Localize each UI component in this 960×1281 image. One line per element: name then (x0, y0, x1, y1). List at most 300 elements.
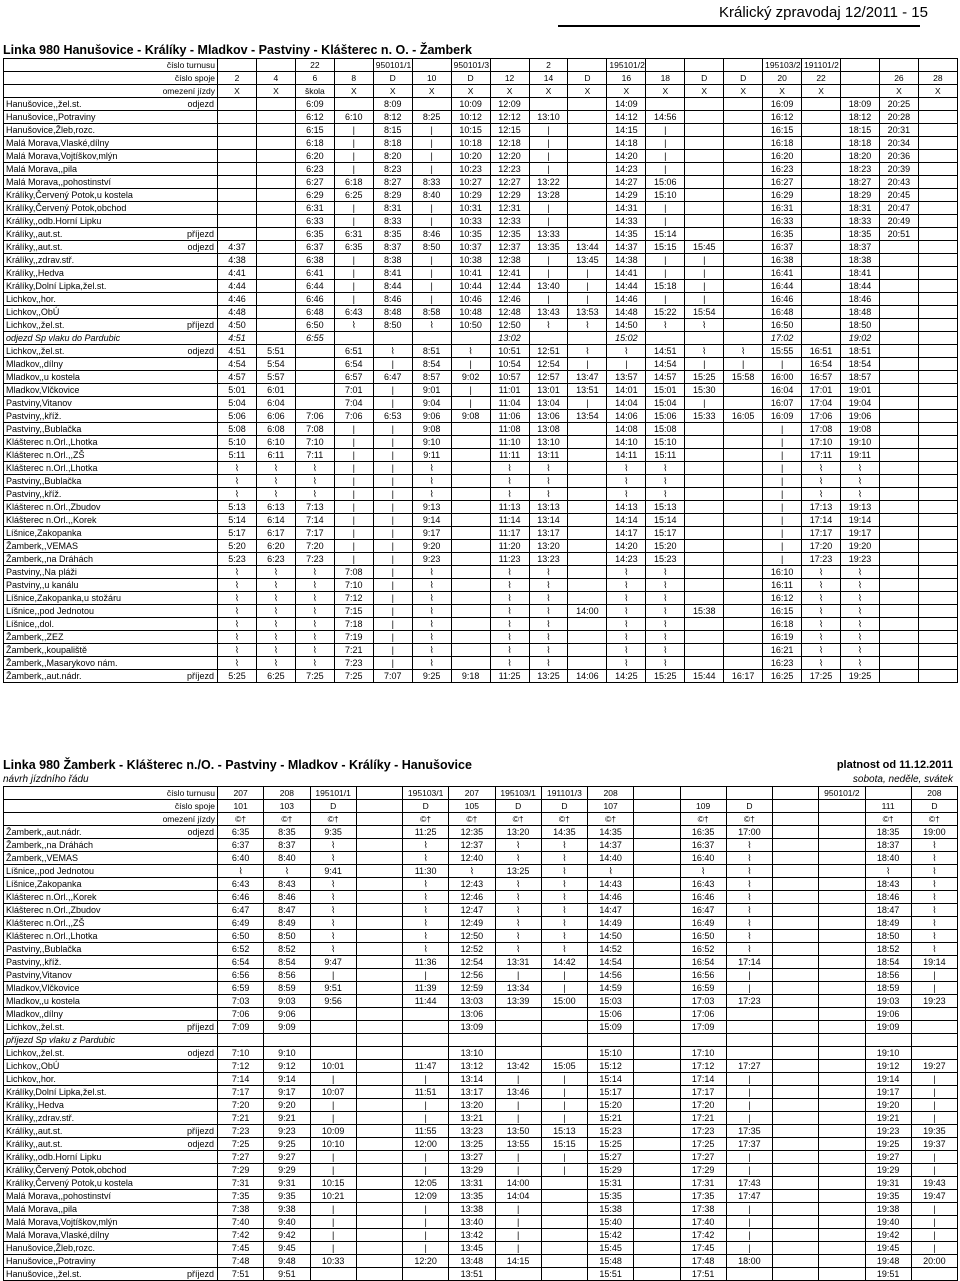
stop-mark (174, 501, 218, 514)
header-cell: 208 (264, 787, 310, 800)
time-cell: 6:12 (295, 111, 334, 124)
stop-name: Malá Morava,,pohostinství (4, 176, 174, 189)
header-cell: ©† (541, 813, 587, 826)
header-cell: 195101/1 (310, 787, 356, 800)
header-label: číslo turnusu (4, 59, 218, 72)
time-cell: 12:46 (490, 293, 529, 306)
header-cell: 103 (264, 800, 310, 813)
time-cell: 16:25 (763, 670, 802, 683)
time-cell: | (403, 1099, 449, 1112)
stop-name: Klášterec n.Orl.,Zbudov (4, 501, 174, 514)
time-cell: 7:31 (218, 1177, 264, 1190)
stop-mark (174, 267, 218, 280)
time-cell: | (911, 1086, 957, 1099)
time-cell: | (529, 254, 568, 267)
time-cell (356, 1008, 402, 1021)
time-cell: 8:49 (264, 917, 310, 930)
time-cell: | (529, 137, 568, 150)
time-cell: 7:06 (218, 1008, 264, 1021)
time-cell: 16:37 (763, 241, 802, 254)
time-cell: | (911, 1151, 957, 1164)
table-row (4, 449, 958, 462)
time-cell: 13:46 (495, 1086, 541, 1099)
time-cell: 19:51 (865, 1268, 911, 1281)
time-cell: 7:08 (295, 423, 334, 436)
stop-mark (174, 1086, 218, 1099)
time-cell (256, 332, 295, 345)
time-cell (918, 670, 957, 683)
time-cell: 14:20 (607, 540, 646, 553)
time-cell (256, 319, 295, 332)
table-row (4, 150, 958, 163)
table-row (4, 1151, 958, 1164)
time-cell: 18:48 (841, 306, 880, 319)
time-cell: 14:15 (607, 124, 646, 137)
time-cell: 15:00 (541, 995, 587, 1008)
time-cell: 19:35 (865, 1190, 911, 1203)
time-cell (773, 1138, 819, 1151)
time-cell: 8:23 (373, 163, 412, 176)
time-cell: | (911, 1229, 957, 1242)
stop-name: Pastviny,Vitanov (4, 397, 174, 410)
time-cell: | (412, 267, 451, 280)
time-cell: 5:04 (218, 397, 257, 410)
time-cell: 16:23 (763, 163, 802, 176)
time-cell (356, 1151, 402, 1164)
time-cell: ⌇ (841, 605, 880, 618)
time-cell (918, 189, 957, 202)
stop-mark (174, 566, 218, 579)
time-cell (412, 98, 451, 111)
time-cell: 10:41 (451, 267, 490, 280)
time-cell (541, 1190, 587, 1203)
time-cell: 15:10 (588, 1047, 634, 1060)
time-cell: 6:47 (373, 371, 412, 384)
stop-name: Pastviny,,kříž. (4, 956, 174, 969)
time-cell: ⌇ (218, 631, 257, 644)
time-cell (310, 1034, 356, 1047)
stop-name: Malá Morava,Vlaské,dílny (4, 1229, 174, 1242)
time-cell: 12:15 (490, 124, 529, 137)
time-cell (911, 1047, 957, 1060)
time-cell (218, 98, 257, 111)
time-cell: 7:45 (218, 1242, 264, 1255)
time-cell: | (403, 1151, 449, 1164)
time-cell: 9:06 (264, 1008, 310, 1021)
time-cell (634, 1164, 680, 1177)
time-cell: | (334, 163, 373, 176)
table-row (4, 501, 958, 514)
time-cell: ⌇ (256, 579, 295, 592)
time-cell: | (726, 1073, 772, 1086)
time-cell (802, 241, 841, 254)
time-cell: 4:50 (218, 319, 257, 332)
time-cell: 15:11 (646, 449, 685, 462)
time-cell (356, 943, 402, 956)
time-cell: 9:48 (264, 1255, 310, 1268)
time-cell (451, 566, 490, 579)
time-cell (451, 644, 490, 657)
time-cell: ⌇ (310, 839, 356, 852)
time-cell (773, 839, 819, 852)
time-cell: | (412, 254, 451, 267)
time-cell: 4:38 (218, 254, 257, 267)
time-cell (634, 1034, 680, 1047)
time-cell: | (310, 1229, 356, 1242)
time-cell: 8:50 (264, 930, 310, 943)
time-cell (451, 540, 490, 553)
time-cell: 19:20 (841, 540, 880, 553)
table-row (4, 618, 958, 631)
time-cell: | (412, 293, 451, 306)
stop-mark (174, 943, 218, 956)
time-cell: 12:09 (490, 98, 529, 111)
time-cell: 17:35 (726, 1125, 772, 1138)
time-cell (819, 1099, 865, 1112)
time-cell: 15:22 (646, 306, 685, 319)
time-cell: 7:23 (334, 657, 373, 670)
table-row (4, 1060, 958, 1073)
time-cell: 13:03 (449, 995, 495, 1008)
timetable-1-title: Linka 980 Hanušovice - Králíky - Mladkov - Pastviny - Klášterec n. O. - Žamberk (3, 43, 472, 57)
time-cell: ⌇ (911, 891, 957, 904)
time-cell: 12:41 (490, 267, 529, 280)
time-cell: 8:54 (264, 956, 310, 969)
time-cell: 4:37 (218, 241, 257, 254)
time-cell (802, 280, 841, 293)
time-cell: | (726, 969, 772, 982)
time-cell: 17:47 (726, 1190, 772, 1203)
header-cell: 950101/1 (373, 59, 412, 72)
time-cell: ⌇ (726, 839, 772, 852)
time-cell (879, 553, 918, 566)
time-cell (879, 579, 918, 592)
time-cell: 13:51 (568, 384, 607, 397)
time-cell: 11:20 (490, 540, 529, 553)
time-cell: ⌇ (218, 579, 257, 592)
time-cell: 8:35 (264, 826, 310, 839)
stop-mark (174, 956, 218, 969)
time-cell (685, 501, 724, 514)
stop-mark (174, 189, 218, 202)
time-cell: 8:46 (264, 891, 310, 904)
stop-name: Lichkov,,žel.st. (4, 345, 174, 358)
header-cell: ©† (680, 813, 726, 826)
time-cell: 17:51 (680, 1268, 726, 1281)
time-cell: 13:33 (529, 228, 568, 241)
time-cell (773, 1177, 819, 1190)
stop-mark (174, 293, 218, 306)
time-cell: 13:48 (449, 1255, 495, 1268)
time-cell: ⌇ (529, 592, 568, 605)
time-cell: 13:35 (529, 241, 568, 254)
time-cell (819, 891, 865, 904)
time-cell (685, 202, 724, 215)
time-cell (403, 1034, 449, 1047)
time-cell: 13:02 (490, 332, 529, 345)
time-cell: 15:06 (588, 1008, 634, 1021)
time-cell: | (373, 657, 412, 670)
time-cell (568, 566, 607, 579)
time-cell: ⌇ (495, 930, 541, 943)
time-cell (879, 527, 918, 540)
time-cell: 10:51 (490, 345, 529, 358)
table-row (4, 1099, 958, 1112)
time-cell: 17:38 (680, 1203, 726, 1216)
header-cell (218, 59, 257, 72)
time-cell: 13:50 (495, 1125, 541, 1138)
time-cell: ⌇ (218, 566, 257, 579)
time-cell: 15:25 (685, 371, 724, 384)
time-cell: 14:17 (607, 527, 646, 540)
time-cell: | (646, 124, 685, 137)
time-cell: | (412, 202, 451, 215)
time-cell (356, 826, 402, 839)
time-cell (773, 1268, 819, 1281)
time-cell (918, 410, 957, 423)
time-cell: | (412, 215, 451, 228)
time-cell: ⌇ (490, 592, 529, 605)
time-cell (918, 488, 957, 501)
time-cell: 10:29 (451, 189, 490, 202)
time-cell: ⌇ (218, 475, 257, 488)
time-cell: 10:18 (451, 137, 490, 150)
stop-mark (174, 839, 218, 852)
time-cell: 17:06 (680, 1008, 726, 1021)
time-cell: ⌇ (726, 904, 772, 917)
time-cell: 17:17 (802, 527, 841, 540)
time-cell: 12:35 (490, 228, 529, 241)
time-cell (685, 475, 724, 488)
time-cell (256, 267, 295, 280)
time-cell: 9:27 (264, 1151, 310, 1164)
time-cell: 19:14 (911, 956, 957, 969)
time-cell: 7:19 (334, 631, 373, 644)
time-cell (918, 553, 957, 566)
time-cell: 20:43 (879, 176, 918, 189)
stop-mark (174, 306, 218, 319)
time-cell: ⌇ (911, 917, 957, 930)
time-cell: 4:57 (218, 371, 257, 384)
spoj-row (4, 800, 958, 813)
header-cell: D (724, 72, 763, 85)
time-cell: 14:59 (588, 982, 634, 995)
time-cell: 9:38 (264, 1203, 310, 1216)
time-cell (685, 98, 724, 111)
time-cell: ⌇ (310, 891, 356, 904)
time-cell: ⌇ (841, 657, 880, 670)
time-cell: 17:12 (680, 1060, 726, 1073)
time-cell (685, 553, 724, 566)
time-cell (403, 1021, 449, 1034)
time-cell (568, 644, 607, 657)
time-cell: 13:23 (449, 1125, 495, 1138)
table-row (4, 1177, 958, 1190)
time-cell (568, 111, 607, 124)
time-cell: | (373, 644, 412, 657)
time-cell: 6:06 (256, 410, 295, 423)
time-cell: 6:37 (218, 839, 264, 852)
time-cell (495, 1008, 541, 1021)
time-cell: 14:43 (588, 878, 634, 891)
time-cell (773, 852, 819, 865)
stop-name: Líšnice,Zakopanka (4, 878, 174, 891)
time-cell: 16:07 (763, 397, 802, 410)
stop-name: Hanušovice,Žleb,rozc. (4, 124, 174, 137)
time-cell: ⌇ (726, 865, 772, 878)
time-cell (773, 1151, 819, 1164)
time-cell: 14:25 (607, 670, 646, 683)
time-cell: 6:20 (256, 540, 295, 553)
time-cell: 10:46 (451, 293, 490, 306)
time-cell: | (373, 592, 412, 605)
time-cell: ⌇ (646, 605, 685, 618)
time-cell: 19:09 (865, 1021, 911, 1034)
time-cell: 13:25 (529, 670, 568, 683)
time-cell (256, 111, 295, 124)
time-cell: 6:25 (334, 189, 373, 202)
time-cell: | (529, 293, 568, 306)
time-cell (310, 1268, 356, 1281)
time-cell: 14:47 (588, 904, 634, 917)
stop-name: Mladkov,,dílny (4, 1008, 174, 1021)
time-cell (918, 267, 957, 280)
time-cell (879, 514, 918, 527)
header-cell (490, 59, 529, 72)
time-cell: 7:01 (334, 384, 373, 397)
time-cell: 6:59 (218, 982, 264, 995)
time-cell (568, 228, 607, 241)
time-cell (356, 1034, 402, 1047)
header-cell: 195103/1 (403, 787, 449, 800)
time-cell: 9:01 (412, 384, 451, 397)
time-cell: 16:10 (763, 566, 802, 579)
time-cell: 14:12 (607, 111, 646, 124)
time-cell (879, 644, 918, 657)
time-cell: 8:31 (373, 202, 412, 215)
time-cell: ⌇ (607, 631, 646, 644)
time-cell (724, 267, 763, 280)
time-cell: 14:52 (588, 943, 634, 956)
time-cell (724, 241, 763, 254)
timetable-1 (3, 58, 958, 683)
table-row (4, 514, 958, 527)
stop-name: Malá Morava,Vojtíškov,mlýn (4, 1216, 174, 1229)
time-cell: | (495, 1229, 541, 1242)
stop-name: Králíky,,zdrav.stř. (4, 1112, 174, 1125)
header-cell (865, 787, 911, 800)
stop-name: Žamberk,,na Dráhách (4, 839, 174, 852)
time-cell: | (726, 1216, 772, 1229)
time-cell: 8:58 (412, 306, 451, 319)
time-cell: 18:43 (865, 878, 911, 891)
stop-mark (174, 982, 218, 995)
time-cell (356, 1099, 402, 1112)
time-cell (218, 111, 257, 124)
time-cell: ⌇ (802, 657, 841, 670)
time-cell: 16:18 (763, 137, 802, 150)
stop-name: odjezd Sp vlaku do Pardubic (4, 332, 174, 345)
time-cell: ⌇ (646, 618, 685, 631)
time-cell (356, 982, 402, 995)
time-cell (724, 605, 763, 618)
time-cell: 12:59 (449, 982, 495, 995)
time-cell: 13:35 (449, 1190, 495, 1203)
time-cell: 15:38 (588, 1203, 634, 1216)
time-cell: 18:00 (726, 1255, 772, 1268)
time-cell (218, 176, 257, 189)
time-cell: 19:08 (841, 423, 880, 436)
time-cell (802, 215, 841, 228)
time-cell: | (334, 202, 373, 215)
time-cell (218, 150, 257, 163)
time-cell (634, 826, 680, 839)
time-cell: 16:54 (802, 358, 841, 371)
time-cell: ⌇ (646, 319, 685, 332)
time-cell: 18:15 (841, 124, 880, 137)
time-cell: 12:27 (490, 176, 529, 189)
stop-name: Pastviny,,kříž. (4, 410, 174, 423)
time-cell (879, 241, 918, 254)
time-cell: 19:20 (865, 1099, 911, 1112)
time-cell: 14:04 (495, 1190, 541, 1203)
time-cell: 11:08 (490, 423, 529, 436)
time-cell: 15:58 (724, 371, 763, 384)
stop-mark: odjezd (174, 826, 218, 839)
time-cell (685, 423, 724, 436)
time-cell (356, 839, 402, 852)
time-cell: 8:50 (412, 241, 451, 254)
header-cell: X (685, 85, 724, 98)
time-cell: 10:07 (310, 1086, 356, 1099)
time-cell: 9:41 (310, 865, 356, 878)
header-cell: 10 (412, 72, 451, 85)
stop-name: Králíky,Červený Potok,u kostela (4, 1177, 174, 1190)
time-cell: ⌇ (646, 475, 685, 488)
time-cell: 19:48 (865, 1255, 911, 1268)
time-cell: ⌇ (334, 319, 373, 332)
stop-name: Klášterec n.Orl.,,Korek (4, 891, 174, 904)
table-row (4, 631, 958, 644)
time-cell: 13:14 (449, 1073, 495, 1086)
table-row (4, 410, 958, 423)
time-cell: ⌇ (911, 930, 957, 943)
time-cell: 8:52 (264, 943, 310, 956)
table-row (4, 436, 958, 449)
time-cell: 8:41 (373, 267, 412, 280)
time-cell (802, 306, 841, 319)
time-cell: 6:13 (256, 501, 295, 514)
stop-name: Mladkov,,u kostela (4, 995, 174, 1008)
time-cell (724, 436, 763, 449)
table-row (4, 163, 958, 176)
time-cell: 11:01 (490, 384, 529, 397)
time-cell: ⌇ (295, 488, 334, 501)
time-cell: ⌇ (295, 566, 334, 579)
time-cell: 8:57 (412, 371, 451, 384)
time-cell: ⌇ (841, 462, 880, 475)
time-cell: | (541, 1086, 587, 1099)
time-cell: | (646, 267, 685, 280)
time-cell: | (763, 514, 802, 527)
time-cell: 15:03 (588, 995, 634, 1008)
time-cell: 14:57 (646, 371, 685, 384)
time-cell (724, 137, 763, 150)
time-cell: | (310, 1216, 356, 1229)
stop-mark (174, 150, 218, 163)
table-row (4, 878, 958, 891)
table-row (4, 1125, 958, 1138)
